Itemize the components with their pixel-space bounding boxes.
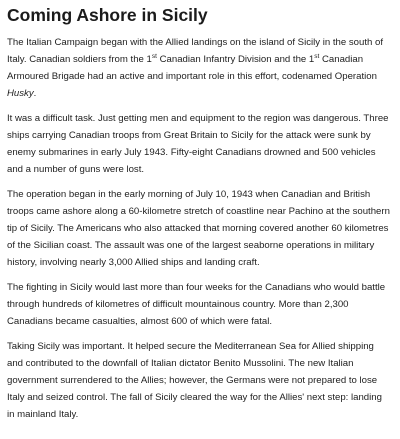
paragraph-operation bbox=[7, 186, 392, 271]
paragraph-text: . bbox=[33, 88, 37, 99]
paragraph-text: The fighting in Sicily would last more than four weeks for the Canadians who would battle through hundreds of kilometres of difficult mountainous country. More than 2,300 Canadians became casualties, almost 600 of which were fatal. bbox=[7, 282, 386, 327]
paragraph-text: The operation began in the early morning of July 10, 1943 when Canadian and British troops came ashore along a 60-kilometre stretch of coastline near Pachino at the southern tip of Sicily. The Americans who also attacked that morning covered another 60 kilometres of the Sicilian coast. The assault was one of the largest seaborne operations in military history, involving nearly 3,000 Allied ships and landing craft. bbox=[7, 189, 390, 268]
paragraph-importance bbox=[7, 338, 392, 423]
paragraph-text: It was a difficult task. Just getting men and equipment to the region was dangerous. Three ships carrying Canadian troops from Great Britain to Sicily for the attack were sunk by enemy submarines in early July 1943. Fifty-eight Canadians drowned and 500 vehicles and a number of guns were lost. bbox=[7, 113, 389, 175]
paragraph-difficulty bbox=[7, 110, 392, 178]
paragraph-text: Canadian Infantry Division and the 1 bbox=[156, 54, 315, 65]
ordinal-suffix: st bbox=[314, 52, 320, 60]
paragraph-intro bbox=[7, 34, 392, 102]
paragraph-text: Taking Sicily was important. It helped secure the Mediterranean Sea for Allied shipping and contributed to the downfall of Italian dictator Benito Mussolini. The new Italian government surrendered to the Allies; however, the Germans were not prepared to lose Italy and seized control. The fall of Sicily cleared the way for the Allies' next step: landing in mainland Italy. bbox=[7, 341, 382, 420]
paragraph-text: The Italian Campaign began with the Allied landings on the island of Sicily in the south of Italy. Canadian soldiers from the 1 bbox=[7, 37, 383, 65]
paragraph-fighting bbox=[7, 279, 392, 330]
operation-name: Husky bbox=[7, 88, 34, 99]
ordinal-suffix: st bbox=[151, 52, 157, 60]
paragraph-text: Canadian Armoured Brigade had an active and important role in this effort, codenamed Operation bbox=[7, 54, 377, 82]
document-title: Coming Ashore in Sicily bbox=[7, 5, 208, 25]
